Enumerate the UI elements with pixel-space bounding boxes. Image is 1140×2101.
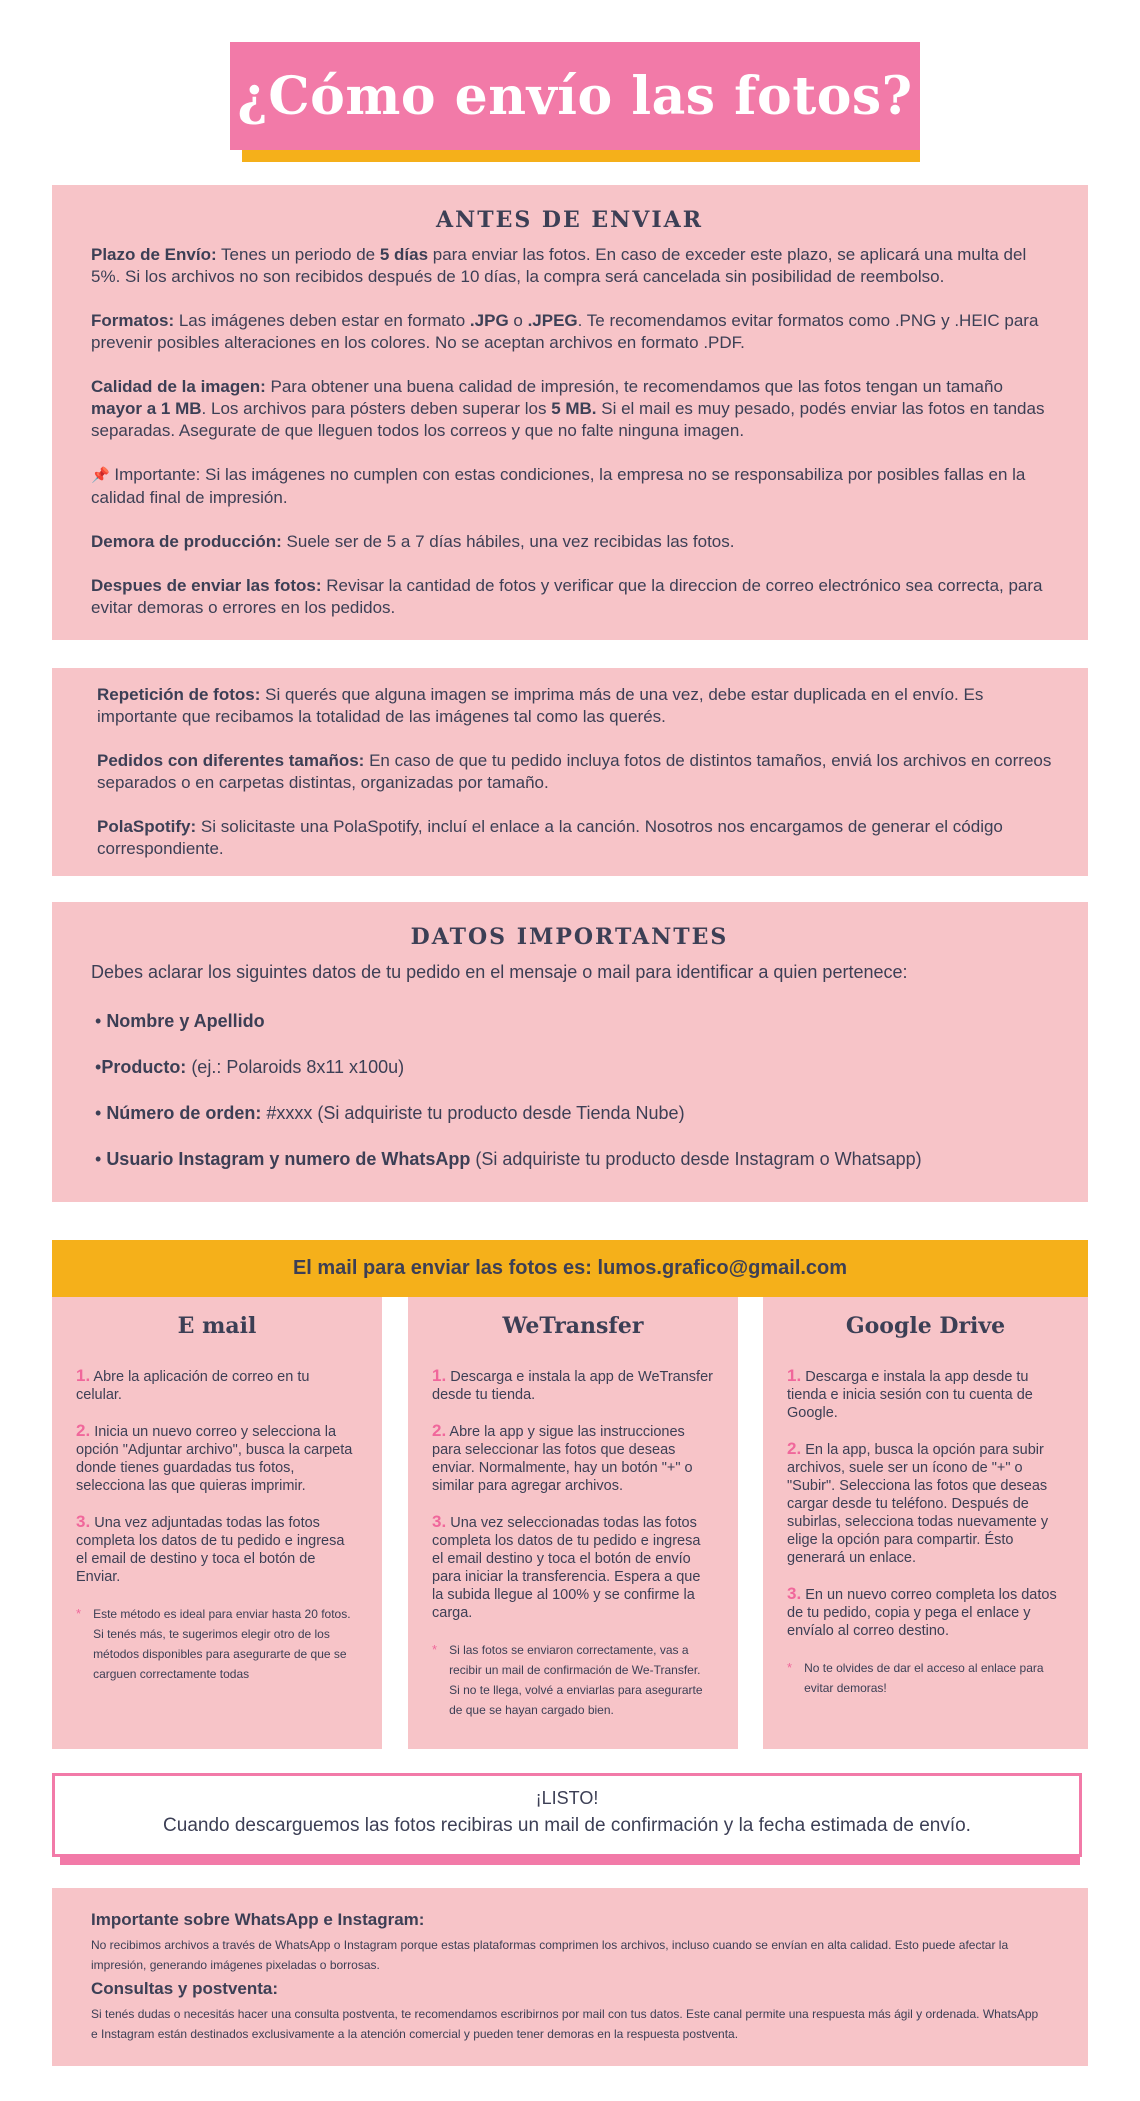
repeticion-text: Si querés que alguna imagen se imprima más de una vez, debe estar duplicada en el envío. Es importante que recibamos la totalidad de las imágenes tal como las querés.	[97, 685, 984, 726]
step-number: 3.	[787, 1584, 802, 1603]
datos-intro: Debes aclarar los siguintes datos de tu pedido en el mensaje o mail para identificar a quien pertenece:	[91, 962, 908, 982]
list-item	[95, 1009, 1048, 1033]
note-text: Si las fotos se enviaron correctamente, vas a recibir un mail de confirmación de We-Transfer. Si no te llega, volvé a enviarlas para asegurarte de que se hayan cargado bien.	[449, 1643, 703, 1717]
antes-de-enviar-panel	[52, 185, 1088, 640]
demora-text: Suele ser de 5 a 7 días hábiles, una vez recibidas las fotos.	[281, 532, 735, 551]
listo-text: Cuando descarguemos las fotos recibiras un mail de confirmación y la fecha estimada de envío.	[163, 1815, 971, 1836]
bullet-icon: *	[76, 1606, 82, 1621]
wetransfer-note	[432, 1640, 714, 1720]
step-item	[787, 1585, 1064, 1640]
bullet-icon: *	[787, 1660, 793, 1675]
email-method-column	[52, 1297, 382, 1749]
item-label: Número de orden:	[106, 1103, 262, 1123]
calidad-text-3: Si el mail es muy pesado, podés enviar las fotos en tandas separadas. Asegurate de que lleguen todos los correos y que no falte ninguna imagen.	[91, 399, 1045, 440]
step-item	[432, 1367, 714, 1404]
tamanos-label: Pedidos con diferentes tamaños:	[97, 751, 365, 770]
step-text: Descarga e instala la app de WeTransfer desde tu tienda.	[432, 1369, 713, 1403]
step-text: Una vez seleccionadas todas las fotos completa los datos de tu pedido e ingresa el email destino y toca el botón de envío para iniciar la transferencia. Espera a que la subida llegue al 100% y se confirme la carga.	[432, 1515, 701, 1621]
repeticion-label: Repetición de fotos:	[97, 685, 261, 704]
plazo-label: Plazo de Envío:	[91, 245, 217, 264]
formatos-text-3: . Te recomendamos evitar formatos como .PNG y .HEIC para prevenir posibles alteraciones en los colores. No se aceptan archivos en formato .PDF.	[91, 311, 1039, 352]
step-item	[787, 1367, 1064, 1422]
step-item	[787, 1440, 1064, 1567]
formatos-text-2: o	[508, 311, 528, 330]
final-info-panel	[52, 1888, 1088, 2066]
step-number: 1.	[787, 1366, 802, 1385]
step-item	[76, 1367, 358, 1404]
importante-paragraph	[91, 464, 1048, 509]
formatos-label: Formatos:	[91, 311, 175, 330]
item-label: Producto:	[101, 1057, 187, 1077]
wetransfer-method-column	[408, 1297, 738, 1749]
step-number: 3.	[76, 1512, 91, 1531]
plazo-text-2: para enviar las fotos. En caso de exceder este plazo, se aplicará una multa del 5%. Si los archivos no son recibidos después de 10 días, la compra será cancelada sin posibilidad de reembolso.	[91, 245, 1027, 286]
bullet-icon: •	[95, 1011, 107, 1031]
step-item	[432, 1513, 714, 1622]
plazo-days: 5 días	[379, 245, 429, 264]
calidad-text-2: . Los archivos para pósters deben superar los	[201, 399, 552, 418]
formatos-paragraph	[91, 310, 1048, 354]
item-text: #xxxx (Si adquiriste tu producto desde Tienda Nube)	[261, 1103, 685, 1123]
formatos-jpeg: .JPEG	[527, 311, 578, 330]
repeticion-paragraph	[97, 684, 1052, 728]
calidad-min-size: mayor a 1 MB	[91, 399, 202, 418]
page-title: ¿Cómo envío las fotos?	[237, 65, 913, 127]
step-number: 2.	[76, 1421, 91, 1440]
step-item	[432, 1422, 714, 1495]
drive-column-title: Google Drive	[845, 1313, 1006, 1339]
plazo-paragraph	[91, 244, 1048, 288]
step-text: Inicia un nuevo correo y selecciona la opción "Adjuntar archivo", busca la carpeta donde tienes guardadas tus fotos, selecciona las que quieras imprimir.	[76, 1424, 353, 1494]
drive-note	[787, 1658, 1064, 1698]
step-text: Abre la aplicación de correo en tu celular.	[76, 1369, 310, 1403]
formatos-text-1: Las imágenes deben estar en formato	[174, 311, 470, 330]
postventa-title: Consultas y postventa:	[91, 1979, 279, 1998]
calidad-poster-size: 5 MB.	[551, 399, 597, 418]
polaspotify-paragraph	[97, 816, 1052, 860]
step-text: Abre la app y sigue las instrucciones para seleccionar las fotos que deseas enviar. Normalmente, hay un botón "+" o similar para agregar archivos.	[432, 1424, 693, 1494]
despues-label: Despues de enviar las fotos:	[91, 576, 322, 595]
note-text: No te olvides de dar el acceso al enlace para evitar demoras!	[804, 1661, 1044, 1695]
despues-text: Revisar la cantidad de fotos y verificar que la direccion de correo electrónico sea correcta, para evitar demoras o errores en los pedidos.	[91, 576, 1043, 617]
formatos-jpg: .JPG	[469, 311, 509, 330]
polaspotify-label: PolaSpotify:	[97, 817, 197, 836]
postventa-text: Si tenés dudas o necesitás hacer una consulta postventa, te recomendamos escribirnos por mail con tus datos. Este canal permite una respuesta más ágil y ordenada. WhatsApp e Instagram están destinados exclusivamente a la atención comercial y pueden tener demoras en la respuesta postventa.	[91, 2007, 1039, 2041]
bullet-icon: •	[95, 1057, 102, 1077]
step-number: 1.	[432, 1366, 447, 1385]
bullet-icon: •	[95, 1149, 107, 1169]
antes-heading: ANTES DE ENVIAR	[436, 207, 703, 233]
polaspotify-text: Si solicitaste una PolaSpotify, incluí el enlace a la canción. Nosotros nos encargamos de generar el código correspondiente.	[97, 817, 1003, 858]
item-text: (Si adquiriste tu producto desde Instagram o Whatsapp)	[470, 1149, 922, 1169]
step-item	[76, 1422, 358, 1495]
title-box	[230, 42, 920, 150]
extra-info-panel	[52, 668, 1088, 876]
step-text: En un nuevo correo completa los datos de tu pedido, copia y pega el enlace y envíalo al correo destino.	[787, 1587, 1057, 1639]
whatsapp-instagram-title: Importante sobre WhatsApp e Instagram:	[91, 1910, 425, 1929]
datos-heading: DATOS IMPORTANTES	[410, 924, 729, 950]
calidad-label: Calidad de la imagen:	[91, 377, 266, 396]
bullet-icon: •	[95, 1103, 107, 1123]
title-banner	[230, 42, 920, 150]
step-item	[76, 1513, 358, 1586]
mail-address-banner: El mail para enviar las fotos es: lumos.grafico@gmail.com	[52, 1240, 1088, 1297]
importante-text: Importante: Si las imágenes no cumplen con estas condiciones, la empresa no se responsabiliza por posibles fallas en la calidad final de impresión.	[91, 465, 1026, 507]
step-text: Descarga e instala la app desde tu tienda e inicia sesión con tu cuenta de Google.	[787, 1369, 1033, 1421]
pin-icon: 📌	[91, 467, 110, 484]
step-text: En la app, busca la opción para subir archivos, suele ser un ícono de "+" o "Subir". Selecciona las fotos que deseas cargar desde tu teléfono. Después de subirlas, selecciona todas nuevamente y elige la opción para compartir. Ésto generará un enlace.	[787, 1442, 1049, 1566]
whatsapp-instagram-text: No recibimos archivos a través de WhatsApp o Instagram porque estas plataformas comprimen los archivos, incluso cuando se envían en alta calidad. Esto puede afectar la impresión, generando imágenes pixeladas o borrosas.	[91, 1938, 1009, 1972]
calidad-text-1: Para obtener una buena calidad de impresión, te recomendamos que las fotos tengan un tamaño	[265, 377, 1003, 396]
calidad-paragraph	[91, 376, 1048, 442]
item-label: Usuario Instagram y numero de WhatsApp	[106, 1149, 471, 1169]
bullet-icon: *	[432, 1642, 438, 1657]
step-number: 2.	[787, 1439, 802, 1458]
list-item	[95, 1147, 1048, 1171]
step-number: 3.	[432, 1512, 447, 1531]
google-drive-method-column	[763, 1297, 1088, 1749]
datos-importantes-panel	[52, 902, 1088, 1202]
step-number: 2.	[432, 1421, 447, 1440]
plazo-text-1: Tenes un periodo de	[216, 245, 380, 264]
list-item	[95, 1101, 1048, 1125]
item-label: Nombre y Apellido	[106, 1011, 265, 1031]
listo-callout	[52, 1773, 1080, 1857]
despues-paragraph	[91, 575, 1048, 619]
step-number: 1.	[76, 1366, 91, 1385]
email-column-title: E mail	[177, 1313, 257, 1339]
item-text: (ej.: Polaroids 8x11 x100u)	[186, 1057, 405, 1077]
step-text: Una vez adjuntadas todas las fotos completa los datos de tu pedido e ingresa el email de destino y toca el botón de Enviar.	[76, 1515, 345, 1585]
email-note	[76, 1604, 358, 1684]
tamanos-paragraph	[97, 750, 1052, 794]
wetransfer-column-title: WeTransfer	[502, 1313, 644, 1339]
listo-box	[52, 1773, 1082, 1857]
demora-paragraph	[91, 531, 1048, 553]
demora-label: Demora de producción:	[91, 532, 282, 551]
list-item	[95, 1055, 1048, 1079]
listo-title: ¡LISTO!	[535, 1788, 599, 1808]
tamanos-text: En caso de que tu pedido incluya fotos de distintos tamaños, enviá los archivos en correos separados o en carpetas distintas, organizadas por tamaño.	[97, 751, 1052, 792]
note-text: Este método es ideal para enviar hasta 20 fotos. Si tenés más, te sugerimos elegir otro de los métodos disponibles para asegurarte de que se carguen correctamente todas	[93, 1607, 351, 1681]
